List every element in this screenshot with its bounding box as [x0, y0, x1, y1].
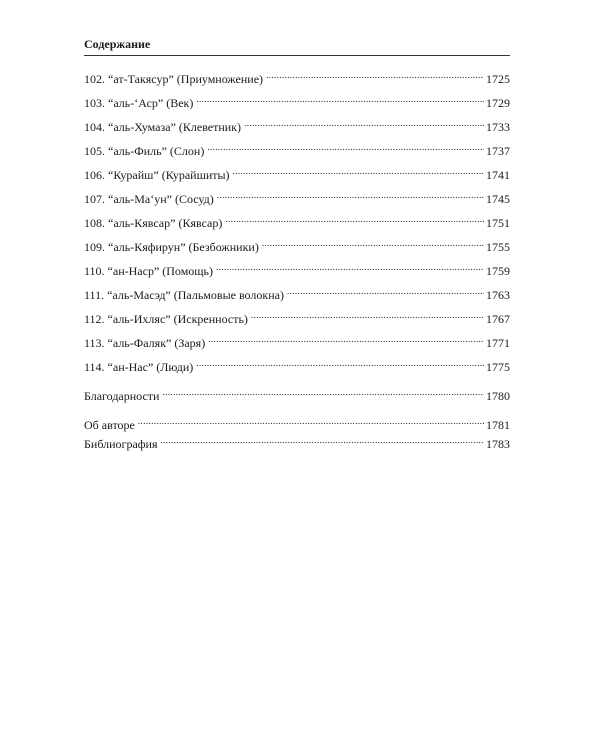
toc-entry	[84, 115, 510, 134]
toc-entry-label: Об авторе	[84, 418, 135, 432]
toc-dot-leader	[161, 432, 485, 448]
toc-entry-label: 112. “аль-Ихляс” (Искренность)	[84, 312, 248, 326]
header-title: Содержание	[84, 37, 151, 51]
toc-entry-label: 111. “аль-Масэд” (Пальмовые волокна)	[84, 288, 284, 302]
toc-entry-page: 1781	[486, 418, 510, 432]
toc-entry-label: 107. “аль-Ма‘ун” (Сосуд)	[84, 192, 214, 206]
toc-dot-leader	[251, 307, 484, 323]
toc-entry-label: 106. “Курайш” (Курайшиты)	[84, 168, 230, 182]
toc-dot-leader	[208, 331, 484, 347]
toc-entry	[84, 283, 510, 302]
toc-entry-page: 1780	[486, 389, 510, 403]
toc-entry	[84, 139, 510, 158]
toc-entry-label: 114. “ан-Нас” (Люди)	[84, 360, 194, 374]
toc-dot-leader	[162, 384, 484, 400]
toc-dot-leader	[216, 259, 484, 275]
toc-entry	[84, 432, 510, 451]
toc-entry	[84, 307, 510, 326]
toc-dot-leader	[207, 139, 484, 155]
toc-entry	[84, 259, 510, 278]
toc-entry-label: 105. “аль-Филь” (Слон)	[84, 144, 205, 158]
toc-dot-leader	[266, 67, 484, 83]
toc-entry-label: 108. “аль-Кявсар” (Кявсар)	[84, 216, 223, 230]
running-header	[84, 37, 510, 56]
toc-entry	[84, 235, 510, 254]
toc-entry	[84, 211, 510, 230]
toc-entry-page: 1745	[486, 192, 510, 206]
toc-entry	[84, 413, 510, 432]
toc-entry-label: 102. “ат-Такясур” (Приумножение)	[84, 72, 264, 86]
toc-entry-page: 1763	[486, 288, 510, 302]
toc-entry-page: 1771	[486, 336, 510, 350]
toc-dot-leader	[225, 211, 484, 227]
toc-dot-leader	[233, 163, 484, 179]
toc-entry	[84, 67, 510, 86]
toc-entry-label: 104. “аль-Хумаза” (Клеветник)	[84, 120, 242, 134]
header-rule	[84, 55, 510, 56]
toc-entry-page: 1783	[486, 437, 510, 451]
toc-entry-label: 109. “аль-Кяфирун” (Безбожники)	[84, 240, 259, 254]
toc-dot-leader	[196, 91, 484, 107]
toc-entry-page: 1755	[486, 240, 510, 254]
toc-dot-leader	[217, 187, 484, 203]
toc-dot-leader	[138, 413, 484, 429]
toc-entry	[84, 331, 510, 350]
toc-dot-leader	[287, 283, 484, 299]
toc-entry-label: 113. “аль-Фаляк” (Заря)	[84, 336, 206, 350]
toc-entry-page: 1751	[486, 216, 510, 230]
toc-entry	[84, 187, 510, 206]
toc-entry-page: 1759	[486, 264, 510, 278]
toc-entry-page: 1737	[486, 144, 510, 158]
toc-entry-page: 1775	[486, 360, 510, 374]
toc-entry-label: 103. “аль-‘Аср” (Век)	[84, 96, 194, 110]
toc-entry-page: 1729	[486, 96, 510, 110]
toc-entry	[84, 91, 510, 110]
toc-dot-leader	[244, 115, 484, 131]
toc-entry	[84, 163, 510, 182]
toc-dot-leader	[262, 235, 484, 251]
toc-entry	[84, 384, 510, 403]
toc-entry-page: 1725	[486, 72, 510, 86]
toc-entry-label: Благодарности	[84, 389, 160, 403]
toc-dot-leader	[196, 355, 484, 371]
toc-entry-page: 1733	[486, 120, 510, 134]
toc-entry-page: 1741	[486, 168, 510, 182]
toc-entry-page: 1767	[486, 312, 510, 326]
toc-entry-label: Библиография	[84, 437, 158, 451]
toc-entry	[84, 355, 510, 374]
toc-entry-label: 110. “ан-Наср” (Помощь)	[84, 264, 214, 278]
